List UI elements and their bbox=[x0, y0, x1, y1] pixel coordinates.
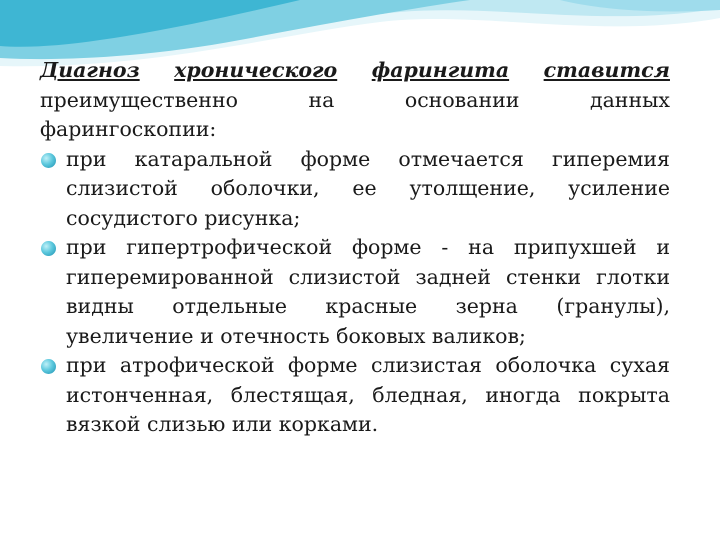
list-item-hypertrophic bbox=[40, 233, 670, 351]
list-item-text: при атрофической форме слизистая оболочка сухая истонченная, блестящая, бледная, иногда покрыта вязкой слизью или корками. bbox=[66, 353, 670, 436]
keyword-diagnosis: Диагноз bbox=[40, 58, 140, 82]
bullet-icon bbox=[41, 359, 56, 374]
slide-body bbox=[40, 56, 670, 440]
bullet-icon bbox=[41, 241, 56, 256]
keyword-pharyngitis: фарингита bbox=[371, 58, 510, 82]
intro-line-2: преимущественно на основании данных bbox=[40, 87, 670, 112]
list-item-catarrhal bbox=[40, 145, 670, 234]
list-item-atrophic bbox=[40, 351, 670, 440]
list-item-text: при гипертрофической форме - на припухшей и гиперемированной слизистой задней стенки глотки видны отдельные красные зерна (гранулы), увеличение и отечность боковых валиков; bbox=[66, 235, 670, 348]
intro-line-1 bbox=[40, 56, 670, 86]
intro-line-3: фарингоскопии: bbox=[40, 117, 217, 141]
list-item-text: при катаральной форме отмечается гиперемия слизистой оболочки, ее утолщение, усиление сосудистого рисунка; bbox=[66, 146, 670, 230]
keyword-established: ставится bbox=[543, 58, 670, 82]
findings-list bbox=[40, 145, 670, 440]
keyword-chronic: хронического bbox=[174, 58, 338, 82]
bullet-icon bbox=[41, 153, 56, 168]
